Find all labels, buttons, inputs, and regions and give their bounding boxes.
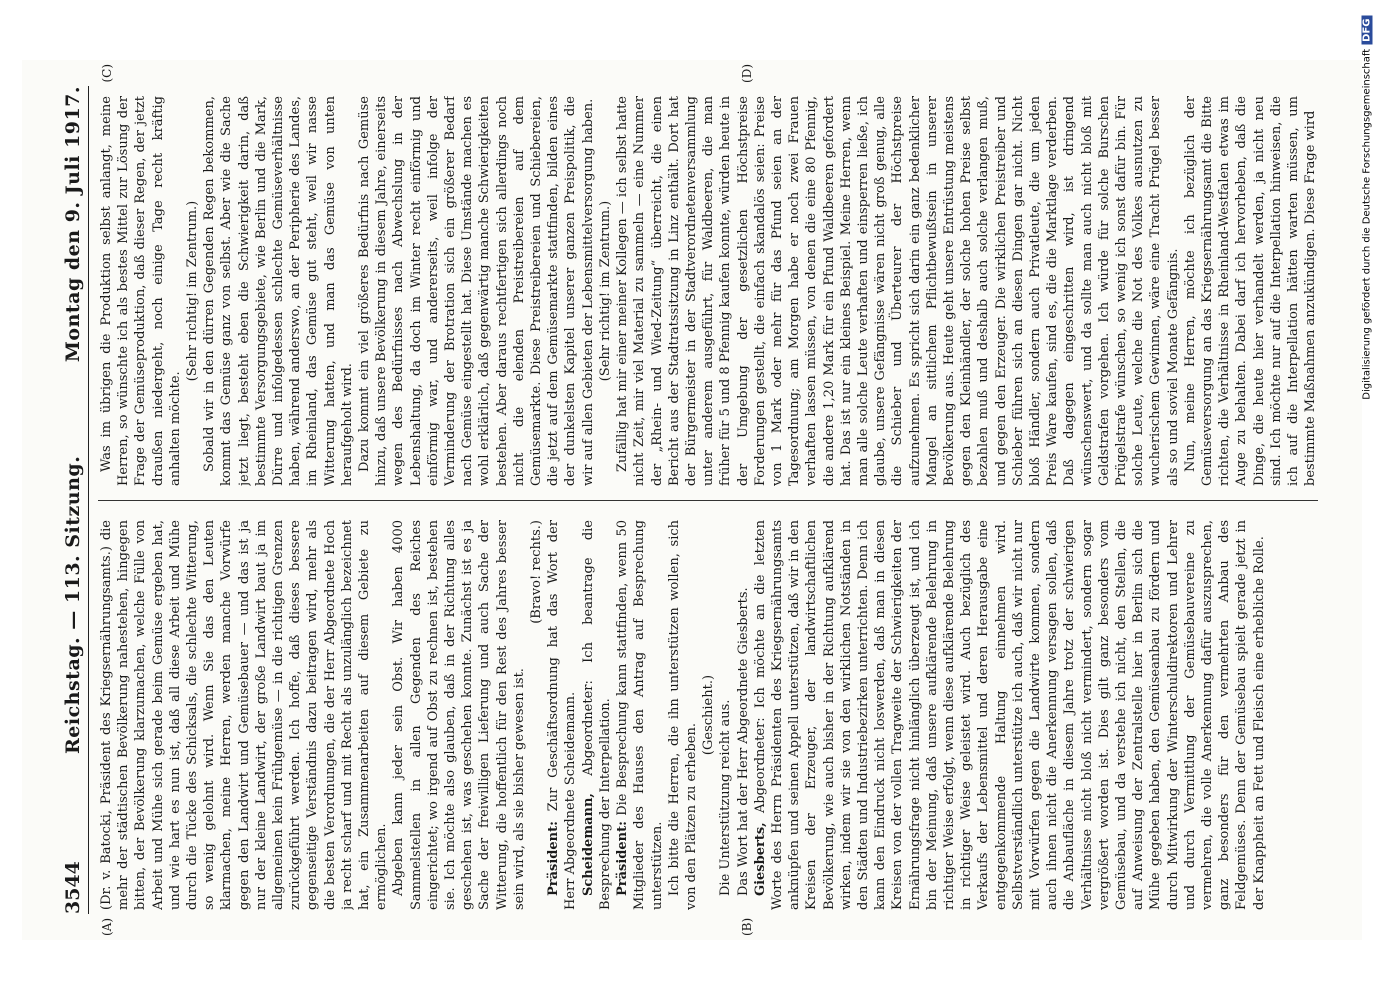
credit-text: Digitalisierung gefördert durch die Deutsche Forschungsgemeinschaft xyxy=(1361,48,1373,400)
session-title: Reichstag. — 113. Sitzung. xyxy=(61,455,84,754)
speech-text: Abgeordneter: Ich möchte an die letzten Worte des Herrn Präsidenten des Kriegsernährungsamts anknüpfen und seinen Appell unterstützen, daß wir in den Kreisen der Erzeuger, der landwirtschaftlichen Bevölkerung, wie auch bisher in der Richtung aufklärend wirken, indem wir sie von den wirklichen Notständen in den Städten und Industriebezirken unterrichten. Denn ich kann den Eindruck nicht loswerden, daß man in diesen Kreisen von der vollen Tragweite der Schwierigkeiten der Ernährungsfrage nicht hinlänglich überzeugt ist, und ich bin der Meinung, daß unsere aufklärende Belehrung in richtiger Weise erfolgt, wenn diese aufklärende Belehrung in richtiger Weise geleistet wird. Auch bezüglich des Verkaufs der Lebensmittel und deren Herausgabe eine entgegenkommende Haltung einnehmen wird. Selbstverständlich unterstütze ich auch, daß wir nicht nur mit Vorwürfen gegen die Landwirte kommen, sondern auch ihnen nicht die Anerkennung versagen sollen, daß die Anbaufläche in diesem Jahre trotz der schwierigen Verhältnisse nicht bloß nicht vermindert, sondern sogar vergrößert worden ist. Dies gilt ganz besonders vom Gemüsebau, und da verstehe ich nicht, den Stellen, die auf Anweisung der Zentralstelle hier in Berlin sich die Mühe gegeben haben, den Gemüseanbau zu fördern und durch Mitwirkung der Winterschuldirektoren und Lehrer und durch Vermittlung der Gemüsebauvereine zu vermehren, die volle Anerkennung dafür auszusprechen, ganz besonders für den vermehrten Anbau des Feldgemüses. Denn der Gemüsebau spielt gerade jetzt in der Knappheit an Fett und Fleisch eine erhebliche Rolle. xyxy=(752,520,1267,910)
margin-marker-b: (B) xyxy=(739,917,754,936)
column-divider xyxy=(98,500,1318,501)
session-date: Montag den 9. Juli 1917. xyxy=(61,86,84,363)
speech-text: Zur Geschäftsordnung hat das Wort der Herr Abgeordnete Scheidemann. xyxy=(545,520,578,910)
paragraph: Abgeben kann jeder sein Obst. Wir haben 4000 Sammelstellen in allen Gegenden des Reiches eingerichtet; wo irgend auf Obst zu rechnen ist, bestehen sie. Ich möchte also glauben, daß in der Richtung alles geschehen ist, was geschehen konnte. Zunächst ist es ja Sache der freiwilligen Lieferung und auch Sache der Witterung, die hoffentlich für den Rest des Jahres besser sein wird, als sie bisher gewesen ist. xyxy=(390,520,527,910)
left-column xyxy=(98,520,1318,910)
paragraph: Nun, meine Herren, möchte ich bezüglich der Gemüseversorgung an das Kriegsernährungsamt die Bitte richten, die Verhältnisse in Rheinland-Westfalen etwas im Auge zu behalten. Dabei darf ich hervorheben, daß die Dinge, die heute hier verhandelt werden, ja nicht neu sind. Ich möchte nur auf die Interpellation hinweisen, die ich auf die Interpellation hätten warten müssen, um bestimmte Maßnahmen anzukündigen. Diese Frage wird xyxy=(1182,96,1318,486)
dfg-logo: DFG xyxy=(1362,16,1373,45)
speaker-name: Giesberts, xyxy=(752,822,768,896)
paragraph: (Dr. v. Batocki, Präsident des Kriegsernährungsamts.) die mehr der städtischen Bevölkerung nahestehen, hingegen bitten, der Bevölkerung klarzumachen, welche Fülle von Arbeit und Mühe sich gerade beim Gemüse ergeben hat, und wie hart es nun ist, daß all diese Arbeit und Mühe durch die Tücke des Schicksals, die schlechte Witterung, so wenig gelohnt wird. Wenn Sie das den Leuten klarmachen, meine Herren, werden manche Vorwürfe gegen den Landwirt und Gemüsebauer — und das ist ja nur der kleine Landwirt, der große Landwirt baut ja im allgemeinen kein Frühgemüse — in die richtigen Grenzen zurückgeführt werden. Ich hoffe, daß dieses bessere gegenseitige Verständnis dazu beitragen wird, mehr als die besten Verordnungen, die der Herr Abgeordnete Hoch ja recht scharf und mit Recht als unzulänglich bezeichnet hat, ein Zusammenarbeiten auf diesem Gebiete zu ermöglichen. xyxy=(98,520,389,910)
speech-text: Abgeordneter: Ich beantrage die Besprechung der Interpellation. xyxy=(580,520,613,910)
speaker-name: Präsident: xyxy=(614,821,630,896)
right-column xyxy=(98,96,1318,486)
paragraph: Zufällig hat mir einer meiner Kollegen — ich selbst hatte nicht Zeit, mir viel Material zu sammeln — eine Nummer der „Rhein- und Wied-Zeitung“ überreicht, die einen Bericht aus der Stadtratssitzung in Linz enthält. Dort hat der Bürgermeister in der Stadtverordnetenversammlung unter anderem ausgeführt, für Waldbeeren, die man früher für 5 und 8 Pfennig kaufen konnte, würden heute in der Umgebung der gesetzlichen Höchstpreise Forderungen gestellt, die einfach skandalös seien: Preise von 1 Mark oder mehr für das Pfund seien an der Tagesordnung; am Morgen habe er noch zwei Frauen verhaften lassen müssen, von denen die eine 80 Pfennig, die andere 1,20 Mark für ein Pfund Waldbeeren gefordert hat. Das ist nur ein kleines Beispiel. Meine Herren, wenn man alle solche Leute verhaften und einsperren ließe, ich glaube, unsere Gefängnisse wären nicht groß genug, alle die Schieber und Überteurer der Höchstpreise aufzunehmen. Es spricht sich darin ein ganz bedenklicher Mangel an sittlichem Pflichtbewußtsein in unserer Bevölkerung aus. Heute geht unsere Entrüstung meistens gegen den Kleinhändler, der solche hohen Preise selbst bezahlen muß und deshalb auch solche verlangen muß, und gegen den Erzeuger. Die wirklichen Preistreiber und Schieber führen sich an diesen Dingen gar nicht. Nicht bloß Händler, sondern auch Privatleute, die um jeden Preis Ware kaufen, sind es, die die Marktlage verderben. Daß dagegen eingeschritten wird, ist dringend wünschenswert, und da sollte man auch nicht bloß mit Geldstrafen vorgehen. Ich würde für solche Burschen Prügelstrafe wünschen, so wenig ich sonst dafür bin. Für solche Leute, welche die Not des Volkes ausnutzen zu wucherischem Gewinnen, wäre eine Tracht Prügel besser als so und soviel Monate Gefängnis. xyxy=(614,96,1181,486)
speaker-name: Scheidemann, xyxy=(580,793,596,896)
paragraph: Ich bitte die Herren, die ihn unterstützen wollen, sich von den Plätzen zu erheben. xyxy=(666,520,699,910)
margin-marker-a: (A) xyxy=(99,917,114,936)
margin-marker-c: (C) xyxy=(99,64,114,83)
margin-marker-d: (D) xyxy=(739,64,754,83)
page-number: 3544 xyxy=(61,861,84,914)
applause-note: (Sehr richtig! im Zentrum.) xyxy=(597,200,613,382)
newspaper-page xyxy=(22,60,1362,940)
paragraph: Das Wort hat der Herr Abgeordnete Giesberts. xyxy=(735,587,751,896)
paragraph: Die Unterstützung reicht aus. xyxy=(717,699,733,896)
applause-note: (Bravo! rechts.) xyxy=(528,520,544,624)
speech-text: Die Besprechung kann stattfinden, wenn 50 Mitglieder des Hauses den Antrag auf Besprechung unterstützen. xyxy=(614,520,664,910)
speaker-name: Präsident: xyxy=(545,821,561,896)
paragraph: Sobald wir in den dürren Gegenden Regen bekommen, kommt das Gemüse ganz von selbst. Aber wie die Sache jetzt liegt, besteht eben die Schwierigkeit darin, daß bestimmte Versorgungsgebiete, wie Berlin und die Mark, Dürre und infolgedessen schlechte Gemüseverhältnisse haben, während anderswo, an der Peripherie des Landes, im Rheinland, das Gemüse gut steht, weil wir nasse Witterung hatten, und man das Gemüse von unten heraufgeholt wird. xyxy=(201,96,355,486)
page-header xyxy=(58,86,89,914)
digitization-credit xyxy=(1357,10,1377,970)
paragraph: Dazu kommt ein viel größeres Bedürfnis nach Gemüse hinzu, daß unsere Bevölkerung in diesem Jahre, einerseits wegen des Bedürfnisses nach Abwechslung in der Lebenshaltung, da doch im Winter recht einförmig und einförmig war, und andererseits, weil infolge der Verminderung der Brotration sich ein größerer Bedarf nach Gemüse eingestellt hat. Diese Umstände machen es wohl erklärlich, daß gegenwärtig manche Schwierigkeiten bestehen. Aber daraus rechtfertigen sich allerdings noch nicht die elenden Preistreibereien auf dem Gemüsemarkte. Diese Preistreibereien und Schiebereien, die jetzt auf dem Gemüsemarkte stattfinden, bilden eines der dunkelsten Kapitel unserer ganzen Preispolitik, die wir auf allen Gebieten der Lebensmittelversorgung haben. xyxy=(356,96,596,486)
applause-note: (Sehr richtig! im Zentrum.) xyxy=(184,200,200,382)
paragraph: Was im übrigen die Produktion selbst anlangt, meine Herren, so wünschte ich als bestes Mittel zur Lösung der Frage der Gemüseproduktion, daß dieser Regen, der jetzt draußen niedergeht, noch einige Tage recht kräftig anhalten möchte. xyxy=(98,96,183,486)
stage-direction: (Geschieht.) xyxy=(700,674,716,756)
